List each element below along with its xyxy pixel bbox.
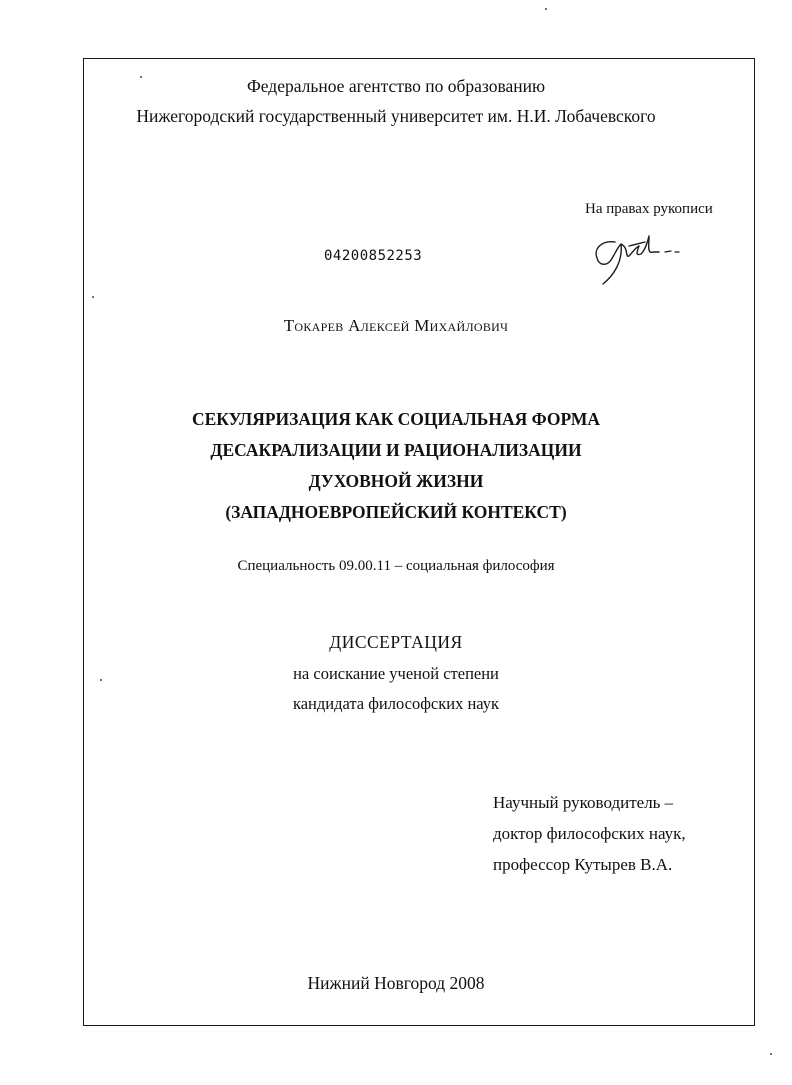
supervisor-line-3: профессор Кутырев В.А. — [493, 855, 673, 874]
supervisor-line-2: доктор философских наук, — [493, 824, 686, 843]
handwritten-signature — [585, 222, 695, 297]
specialty-line: Специальность 09.00.11 – социальная философия — [237, 558, 555, 574]
scan-speck — [92, 296, 94, 298]
scan-speck — [770, 1053, 772, 1055]
author-name: Токарев Алексей Михайлович — [283, 316, 509, 335]
title-line-3: ДУХОВНОЙ ЖИЗНИ — [308, 471, 484, 491]
title-line-4: (ЗАПАДНОЕВРОПЕЙСКИЙ КОНТЕКСТ) — [225, 502, 567, 522]
agency-name: Федеральное агентство по образованию — [246, 76, 546, 96]
supervisor-line-1: Научный руководитель – — [493, 793, 674, 812]
manuscript-note: На правах рукописи — [585, 201, 713, 217]
title-line-1: СЕКУЛЯРИЗАЦИЯ КАК СОЦИАЛЬНАЯ ФОРМА — [191, 409, 601, 429]
title-line-2: ДЕСАКРАЛИЗАЦИИ И РАЦИОНАЛИЗАЦИИ — [210, 440, 582, 460]
city-year: Нижний Новгород 2008 — [307, 973, 485, 993]
degree-purpose-line-2: кандидата философских наук — [292, 694, 500, 713]
university-name: Нижегородский государственный университет им. Н.И. Лобачевского — [136, 106, 656, 126]
scan-speck — [545, 8, 547, 10]
dissertation-label: ДИССЕРТАЦИЯ — [329, 632, 463, 652]
registration-number: 04200852253 — [324, 248, 423, 264]
degree-purpose-line-1: на соискание ученой степени — [293, 664, 499, 683]
